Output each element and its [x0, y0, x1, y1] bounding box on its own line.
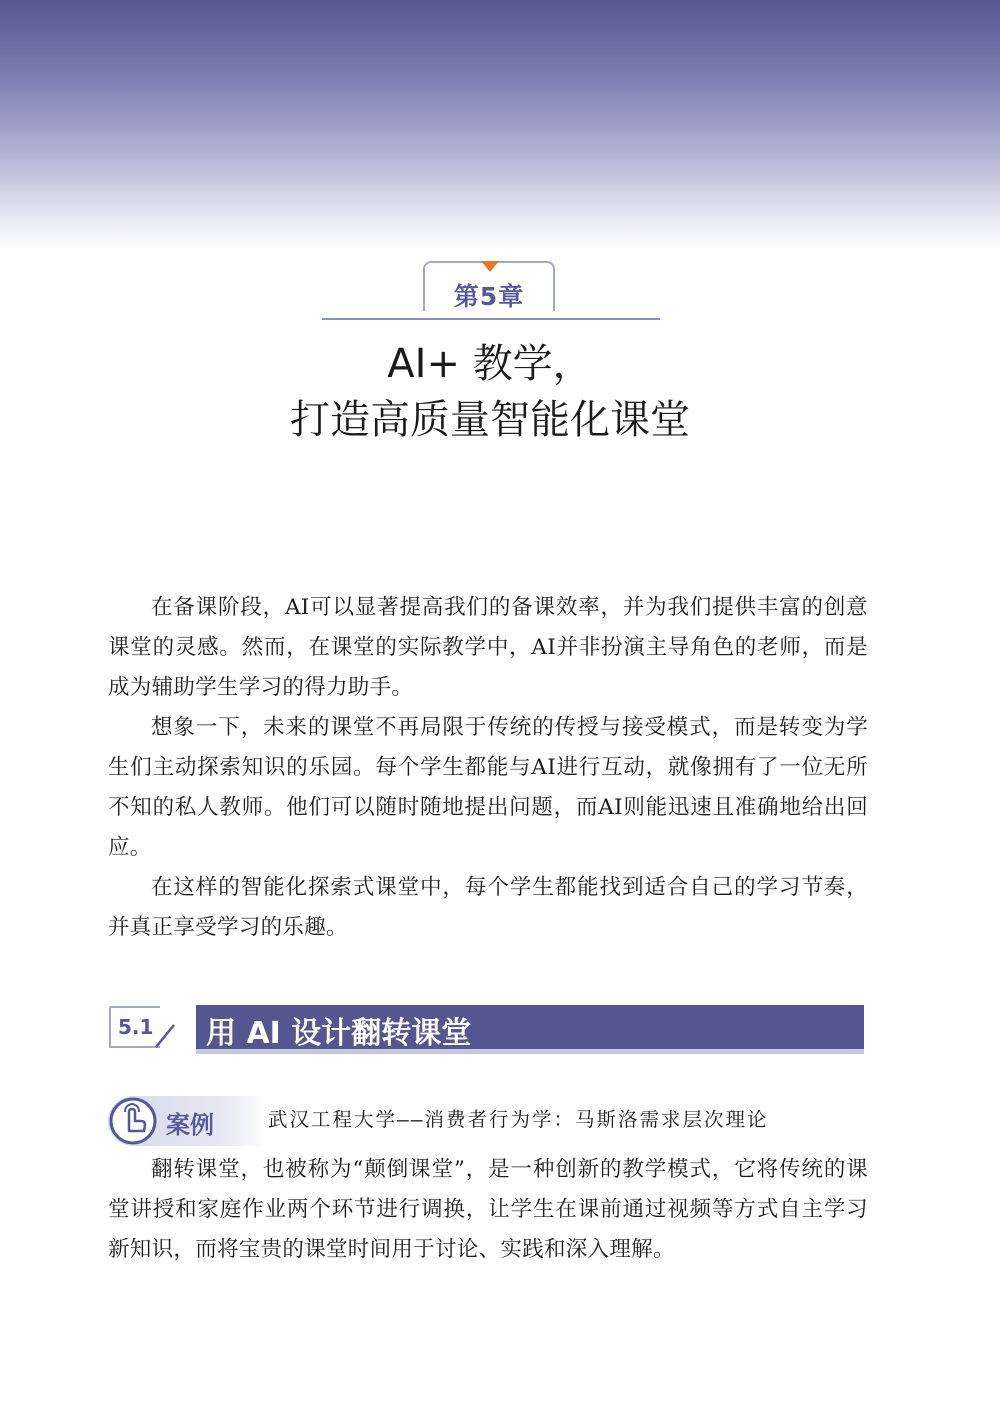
- case-label-band: [108, 1096, 268, 1146]
- chapter-tab: [423, 261, 555, 311]
- section-number-badge: [108, 1005, 178, 1049]
- page-header-band: [0, 0, 1000, 250]
- intro-paragraph-2: 想象一下，未来的课堂不再局限于传统的传授与接受模式，而是转变为学生们主动探索知识的乐园。每个学生都能与AI进行互动，就像拥有了一位无所不知的私人教师。他们可以随时随地提出问题，而AI则能迅速且准确地给出回应。: [108, 715, 868, 860]
- chapter-label: 第5章: [453, 282, 525, 311]
- chapter-marker-triangle: [481, 261, 499, 272]
- case-paragraph: 翻转课堂，也被称为“颠倒课堂”，是一种创新的教学模式，它将传统的课堂讲授和家庭作业两个环节进行调换，让学生在课前通过视频等方式自主学习新知识，而将宝贵的课堂时间用于讨论、实践和深入理解。: [108, 1157, 868, 1262]
- section-title: 用 AI 设计翻转课堂: [206, 1016, 472, 1051]
- case-label: 案例: [166, 1111, 214, 1139]
- pointing-hand-icon: [108, 1096, 158, 1146]
- chapter-title-line-2: 打造高质量智能化课堂: [290, 397, 690, 443]
- section-heading-bar: [196, 1005, 864, 1049]
- chapter-divider: [322, 318, 660, 320]
- intro-paragraph-3: 在这样的智能化探索式课堂中，每个学生都能找到适合自己的学习节奏，并真正享受学习的乐趣。: [108, 875, 868, 940]
- section-number: 5.1: [118, 1015, 154, 1039]
- intro-paragraph-1: 在备课阶段，AI可以显著提高我们的备课效率，并为我们提供丰富的创意课堂的灵感。然而，在课堂的实际教学中，AI并非扮演主导角色的老师，而是成为辅助学生学习的得力助手。: [108, 595, 868, 700]
- case-title: 武汉工程大学——消费者行为学：马斯洛需求层次理论: [268, 1108, 769, 1131]
- chapter-title: [200, 336, 780, 448]
- chapter-title-line-1: AI+ 教学，: [387, 341, 593, 387]
